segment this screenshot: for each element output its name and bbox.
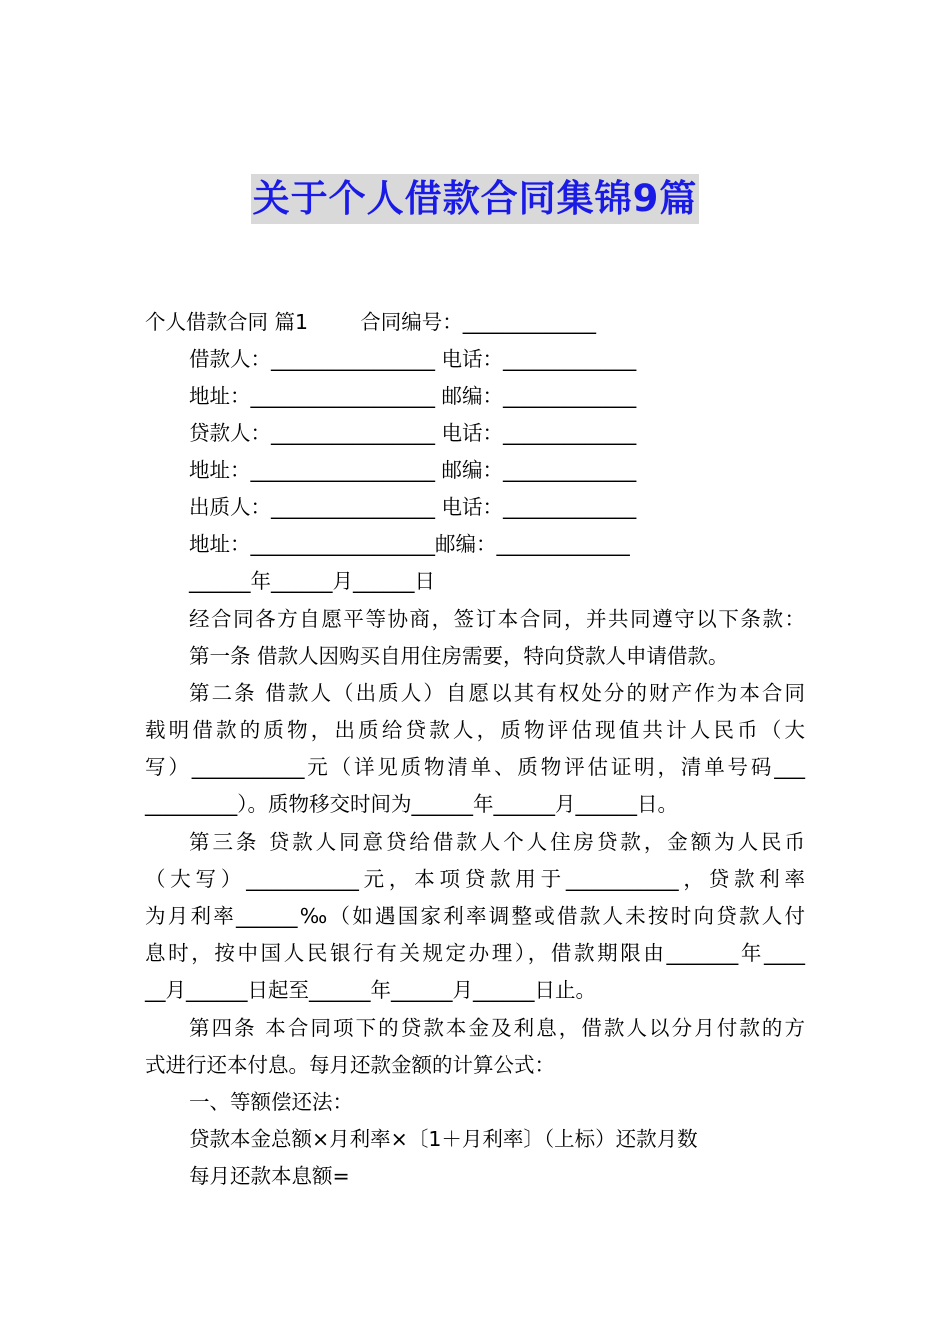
article-3-line-1: 第三条 贷款人同意贷给借款人个人住房贷款，金额为人民币 bbox=[189, 830, 805, 854]
formula-line: 贷款本金总额×月利率×〔1＋月利率〕（上标）还款月数 bbox=[189, 1127, 698, 1151]
monthly-payment-line: 每月还款本息额= bbox=[189, 1164, 350, 1188]
article-3-line-4: 息时，按中国人民银行有关规定办理），借款期限由_______年____ bbox=[145, 941, 805, 965]
pledgor-line: 出质人：________________ 电话：_____________ bbox=[189, 495, 637, 519]
borrower-line: 借款人：________________ 电话：_____________ bbox=[189, 347, 637, 371]
title-container bbox=[0, 174, 950, 224]
document-title: 关于个人借款合同集锦9篇 bbox=[251, 174, 700, 224]
article-3-line-2: （大写）___________元，本项贷款用于___________，贷款利率 bbox=[145, 867, 805, 891]
pledgor-address: 地址：__________________邮编：_____________ bbox=[189, 532, 630, 556]
lender-line: 贷款人：________________ 电话：_____________ bbox=[189, 421, 637, 445]
method-heading: 一、等额偿还法： bbox=[189, 1090, 353, 1114]
article-3-line-5: __月______日起至______年______月______日止。 bbox=[145, 978, 596, 1002]
article-2-line-1: 第二条 借款人（出质人）自愿以其有权处分的财产作为本合同 bbox=[189, 681, 805, 705]
article-1: 第一条 借款人因购买自用住房需要，特向贷款人申请借款。 bbox=[189, 644, 729, 668]
article-4-line-2: 式进行还本付息。每月还款金额的计算公式： bbox=[145, 1053, 555, 1077]
article-3-line-3: 为月利率______‰（如遇国家利率调整或借款人未按时向贷款人付 bbox=[145, 904, 805, 928]
article-2-line-4: _________）。质物移交时间为______年______月______日。 bbox=[145, 792, 678, 816]
intro-paragraph: 经合同各方自愿平等协商，签订本合同，并共同遵守以下条款： bbox=[189, 607, 805, 631]
article-4-line-1: 第四条 本合同项下的贷款本金及利息，借款人以分月付款的方 bbox=[189, 1016, 805, 1040]
lender-address: 地址：__________________ 邮编：_____________ bbox=[189, 458, 637, 482]
header-line: 个人借款合同 篇1 合同编号：_____________ bbox=[145, 310, 596, 334]
date-line: ______年______月______日 bbox=[189, 569, 435, 593]
article-2-line-2: 载明借款的质物，出质给贷款人，质物评估现值共计人民币（大 bbox=[145, 718, 805, 742]
borrower-address: 地址：__________________ 邮编：_____________ bbox=[189, 384, 637, 408]
article-2-line-3: 写）___________元（详见质物清单、质物评估证明，清单号码___ bbox=[145, 755, 805, 779]
